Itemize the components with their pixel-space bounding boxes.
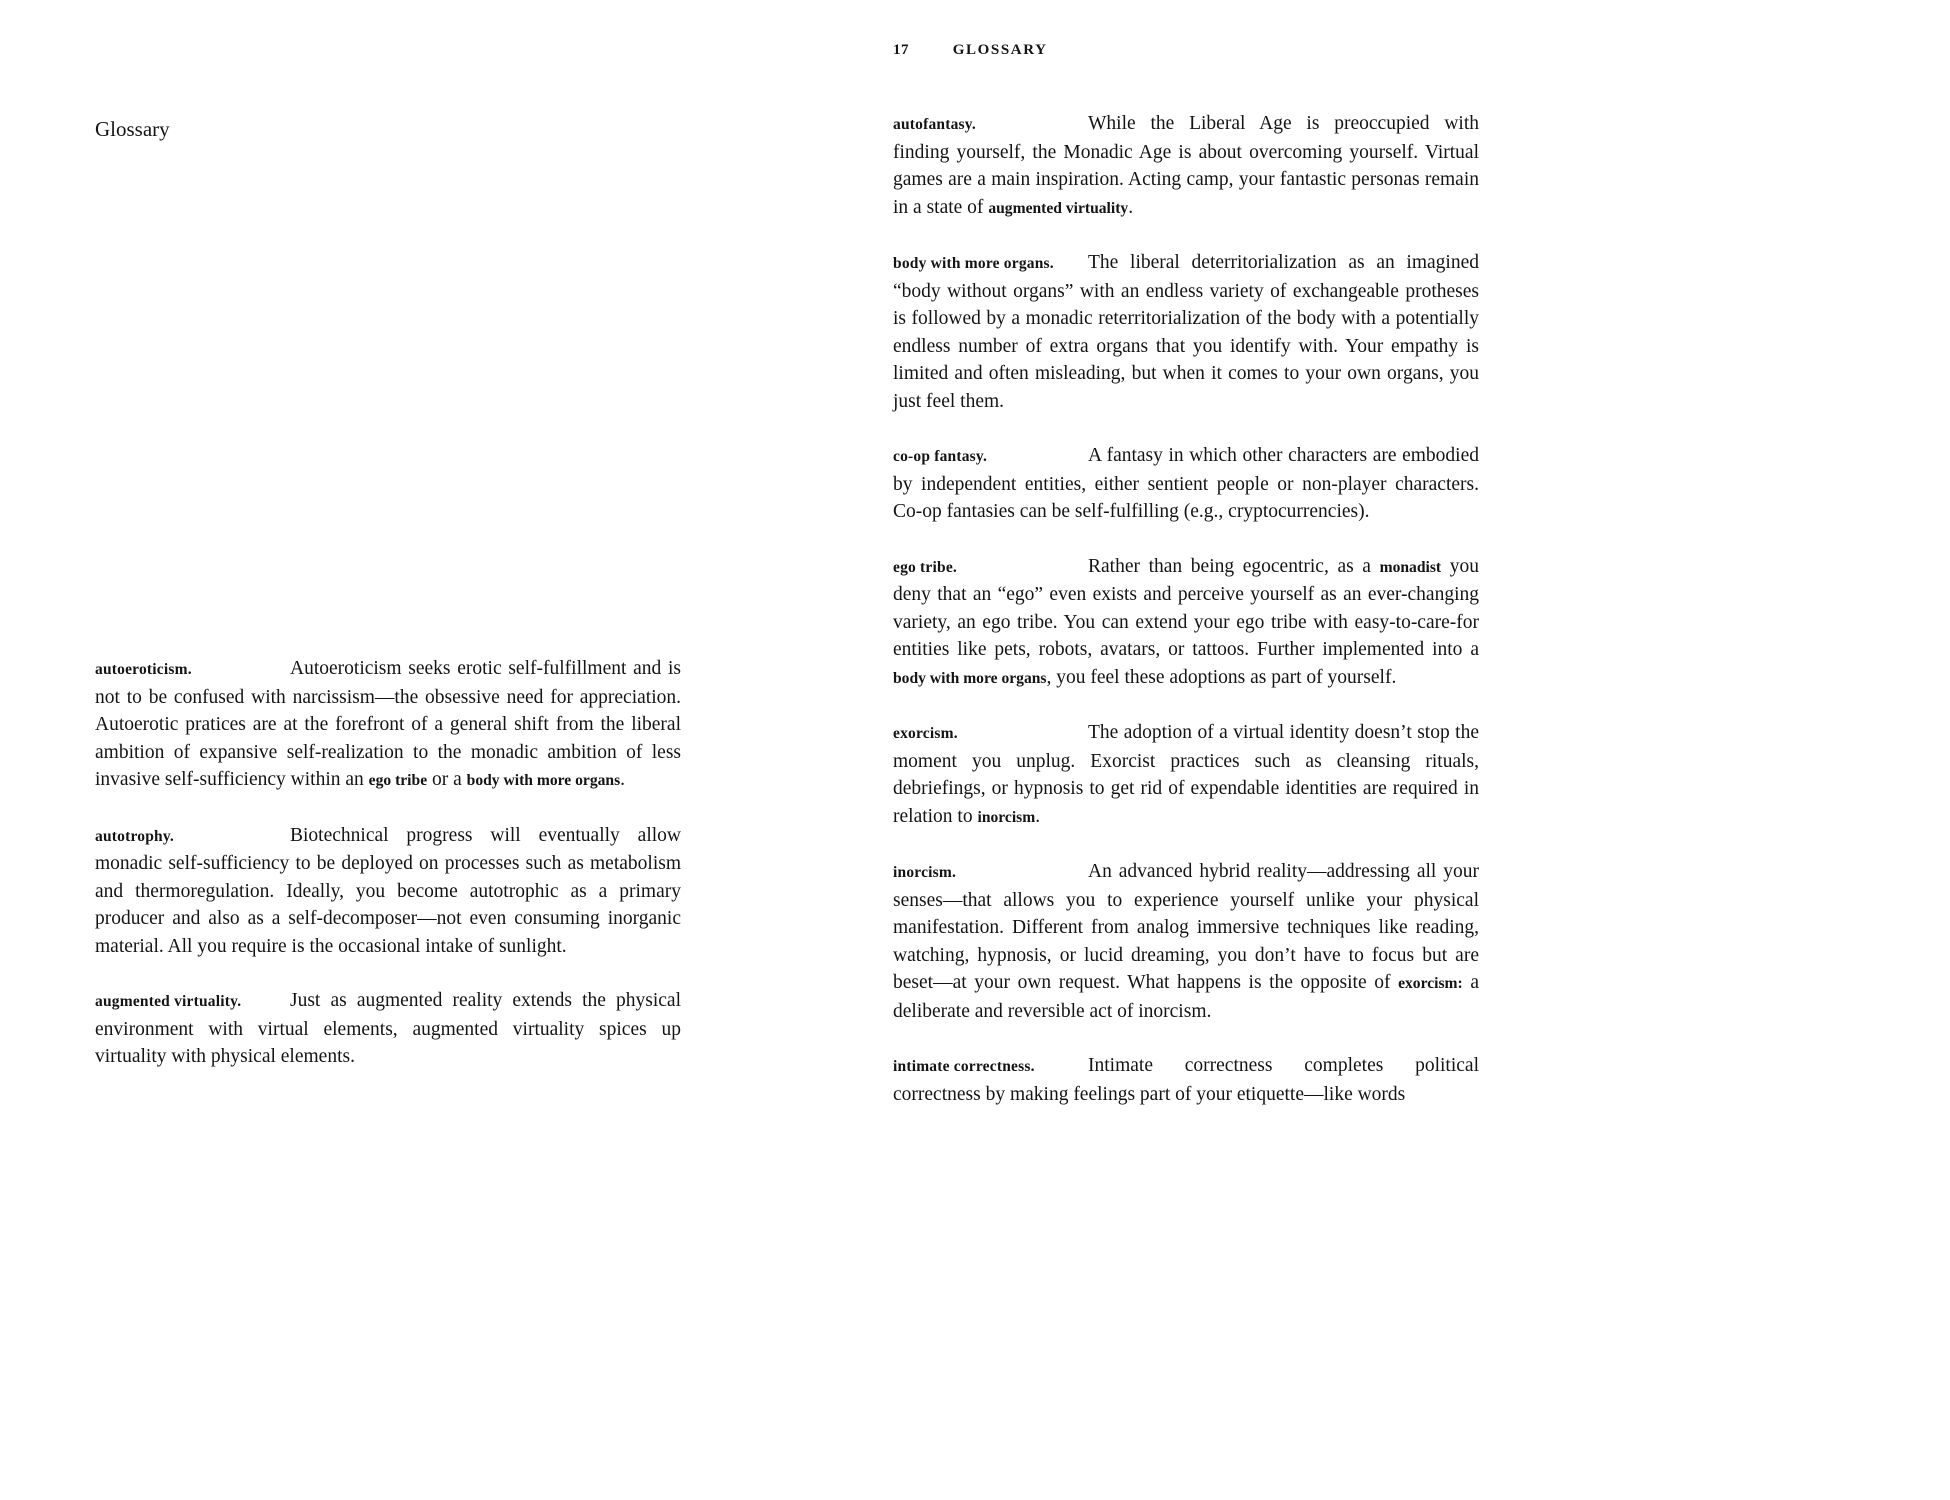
entry-term: autofantasy. (893, 116, 976, 133)
definition-text: The liberal deterritorialization as an imagined “body without organs” with an endless variety of exchangeable protheses is followed by a monadic reterritorialization of the body with a potentially endless number of extra organs that you identify with. Your empathy is limited and often misleading, but when it comes to your own organs, you just feel them. (893, 252, 1479, 412)
entry-term: autotrophy. (95, 827, 175, 845)
definition-text: While the Liberal Age is preoccupied with finding yourself, the Monadic Age is about overcoming yourself. Virtual games are a main inspiration. Acting camp, your fantastic personas remain in a state of (893, 113, 1479, 218)
inline-term: body with more organs (893, 669, 1047, 687)
definition-text: . (1128, 196, 1134, 218)
inline-term: monadist (1379, 558, 1442, 576)
definition-text: . (620, 769, 626, 790)
glossary-entry (893, 442, 1479, 526)
inline-term: ego tribe (368, 772, 428, 789)
glossary-entry (893, 249, 1479, 415)
page-number: 17 (893, 42, 909, 58)
definition-text: Rather than being egocentric, as a (1088, 555, 1380, 577)
definition-text: , you feel these adoptions as part of yourself. (1046, 666, 1397, 688)
entry-term: intimate correctness. (893, 1058, 1035, 1075)
left-page-entries (95, 655, 681, 1098)
definition-text: Just as augmented reality extends the physical environment with virtual elements, augmented virtuality spices up virtuality with physical elements. (95, 990, 681, 1067)
inline-term: inorcism (977, 808, 1036, 826)
glossary-entry (893, 110, 1479, 222)
inline-term: augmented virtuality (988, 199, 1129, 217)
definition-text: . (1035, 805, 1041, 827)
running-head-title: GLOSSARY (952, 42, 1048, 58)
entry-term: ego tribe. (893, 558, 957, 576)
inline-term: body with more organs (466, 772, 621, 789)
glossary-entry (893, 553, 1479, 693)
entry-term: augmented virtuality. (95, 993, 242, 1010)
definition-text: a deliberate and reversible act of inorcism. (893, 972, 1480, 1022)
glossary-entry (893, 719, 1479, 831)
entry-term: autoeroticism. (95, 661, 192, 678)
glossary-entry (95, 987, 681, 1071)
page-title: Glossary (95, 117, 170, 141)
definition-text: The adoption of a virtual identity doesn’t stop the moment you unplug. Exorcist practices such as cleansing rituals, debriefings, or hypnosis to get rid of expendable identities are required in relation to (893, 722, 1479, 827)
glossary-entry (893, 858, 1479, 1025)
entry-term: inorcism. (893, 864, 957, 881)
glossary-entry (893, 1052, 1479, 1108)
definition-text: Biotechnical progress will eventually allow monadic self-sufficiency to be deployed on processes such as metabolism and thermoregulation. Ideally, you become autotrophic as a primary producer and also as a self-decomposer—not even consuming inorganic material. All you require is the occasional intake of sunlight. (95, 824, 681, 957)
definition-text: or a (427, 769, 467, 790)
glossary-entry (95, 655, 681, 795)
entry-term: exorcism. (893, 725, 958, 742)
definition-text: An advanced hybrid reality—addressing all your senses—that allows you to experience yourself unlike your physical manifestation. Different from analog immersive techniques like reading, watching, hypnosis, or lucid dreaming, you don’t have to focus but are beset—at your own request. What happens is the opposite of (893, 861, 1479, 993)
definition-text: Autoeroticism seeks erotic self-fulfillment and is not to be confused with narcissism—the obsessive need for appreciation. Autoerotic pratices are at the forefront of a general shift from the liberal ambition of expansive self-realization to the monadic ambition of less invasive self-sufficiency within an (95, 658, 681, 790)
definition-text: A fantasy in which other characters are embodied by independent entities, either sentient people or non-player characters. Co-op fantasies can be self-fulfilling (e.g., cryptocurrencies). (893, 445, 1479, 522)
glossary-entry (95, 822, 681, 961)
entry-term: co-op fantasy. (893, 448, 988, 465)
running-head (893, 42, 1048, 59)
definition-text: Intimate correctness completes political correctness by making feelings part of your etiquette—like words (893, 1055, 1479, 1105)
right-page-entries (893, 110, 1479, 1135)
inline-term: exorcism: (1398, 975, 1463, 992)
entry-term: body with more organs. (893, 255, 1054, 272)
definition-text: you deny that an “ego” even exists and perceive yourself as an ever-changing variety, an ego tribe. You can extend your ego tribe with easy-to-care-for entities like pets, robots, avatars, or tattoos. Further implemented into a (893, 555, 1479, 660)
